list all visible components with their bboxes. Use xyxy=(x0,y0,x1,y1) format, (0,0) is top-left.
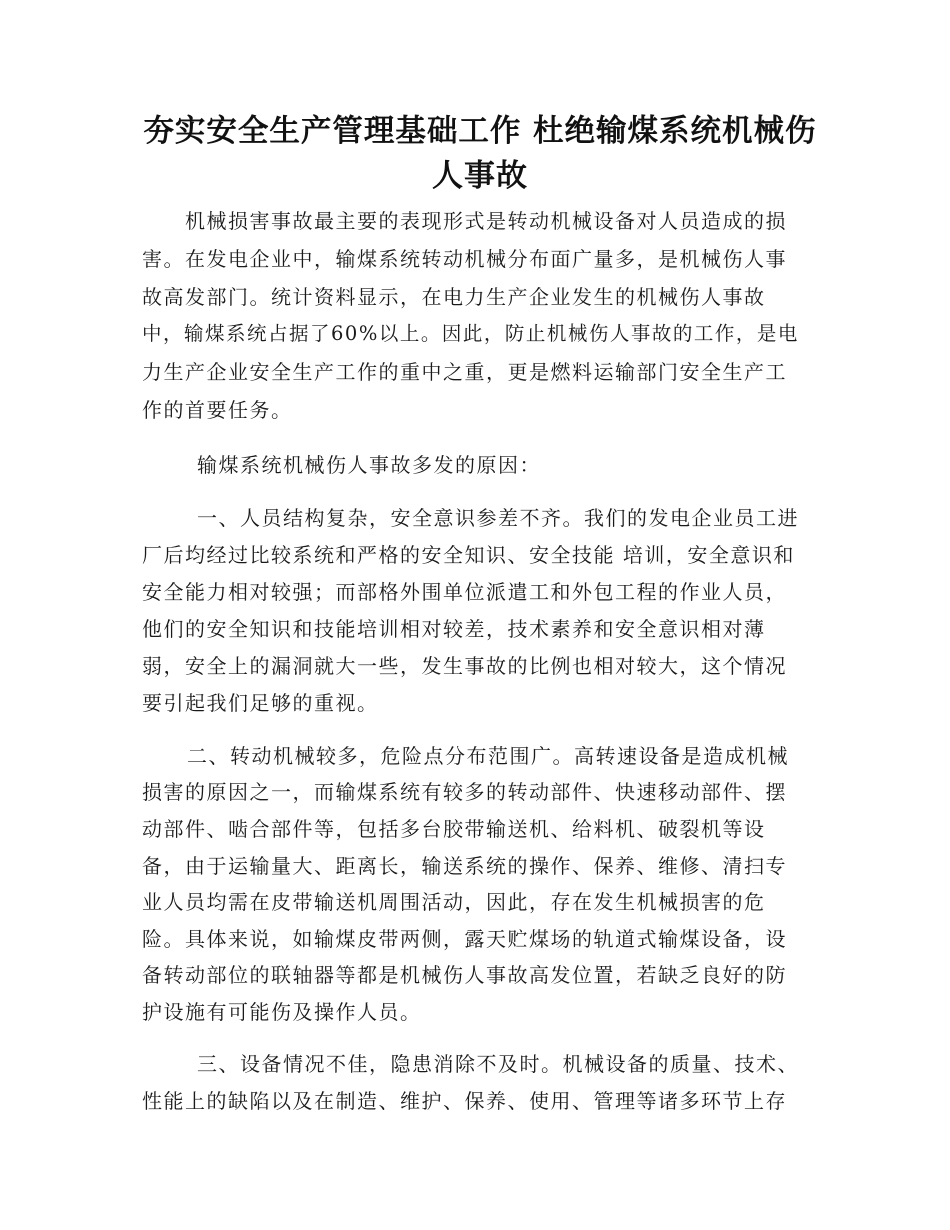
paragraph-line: 机械损害事故最主要的表现形式是转动机械设备对人员造成的损 xyxy=(185,209,787,233)
paragraph-line: 护设施有可能伤及操作人员。 xyxy=(142,1000,422,1024)
paragraph-line: 中，输煤系统占据了60%以上。因此，防止机械伤人事故的工作，是电 xyxy=(142,322,799,345)
paragraph-line: 输煤系统机械伤人事故多发的原因： xyxy=(197,453,541,477)
paragraph-line: 害。在发电企业中，输煤系统转动机械分布面广量多，是机械伤人事 xyxy=(142,247,787,271)
paragraph-line: 性能上的缺陷以及在制造、维护、保养、使用、管理等诸多环节上存 xyxy=(142,1089,787,1113)
paragraph-line: 动部件、啮合部件等，包括多台胶带输送机、给料机、破裂机等设 xyxy=(142,817,766,841)
paragraph-line: 故高发部门。统计资料显示，在电力生产企业发生的机械伤人事故 xyxy=(142,285,766,309)
paragraph-line: 三、设备情况不佳，隐患消除不及时。机械设备的质量、技术、 xyxy=(197,1052,799,1076)
paragraph-line: 弱，安全上的漏洞就大一些，发生事故的比例也相对较大，这个情况 xyxy=(142,654,787,678)
paragraph-line: 备，由于运输量大、距离长，输送系统的操作、保养、维修、清扫专 xyxy=(142,854,787,878)
paragraph-line: 力生产企业安全生产工作的重中之重，更是燃料运输部门安全生产工 xyxy=(142,360,787,384)
paragraph-line: 备转动部位的联轴器等都是机械伤人事故高发位置，若缺乏良好的防 xyxy=(142,963,787,987)
paragraph-line: 一、人员结构复杂，安全意识参差不齐。我们的发电企业员工进 xyxy=(197,506,799,530)
paragraph-line: 险。具体来说，如输煤皮带两侧，露天贮煤场的轨道式输煤设备，设 xyxy=(142,927,787,951)
paragraph-line: 业人员均需在皮带输送机周围活动，因此，存在发生机械损害的危 xyxy=(142,890,766,914)
paragraph-line: 损害的原因之一，而输煤系统有较多的转动部件、快速移动部件、摆 xyxy=(142,780,787,804)
paragraph-line: 他们的安全知识和技能培训相对较差，技术素养和安全意识相对薄 xyxy=(142,617,766,641)
paragraph-line: 二、转动机械较多，危险点分布范围广。高转速设备是造成机械 xyxy=(187,744,789,768)
paragraph-line: 作的首要任务。 xyxy=(142,398,293,422)
paragraph-line: 要引起我们足够的重视。 xyxy=(142,691,379,715)
page-title xyxy=(140,110,820,198)
paragraph-line: 厂后均经过比较系统和严格的安全知识、安全技能 培训，安全意识和 xyxy=(142,543,795,567)
paragraph-line: 安全能力相对较强；而部格外围单位派遣工和外包工程的作业人员， xyxy=(142,580,787,604)
title-line: 人事故 xyxy=(432,158,528,194)
title-line: 夯实安全生产管理基础工作 杜绝输煤系统机械伤 xyxy=(143,114,817,149)
